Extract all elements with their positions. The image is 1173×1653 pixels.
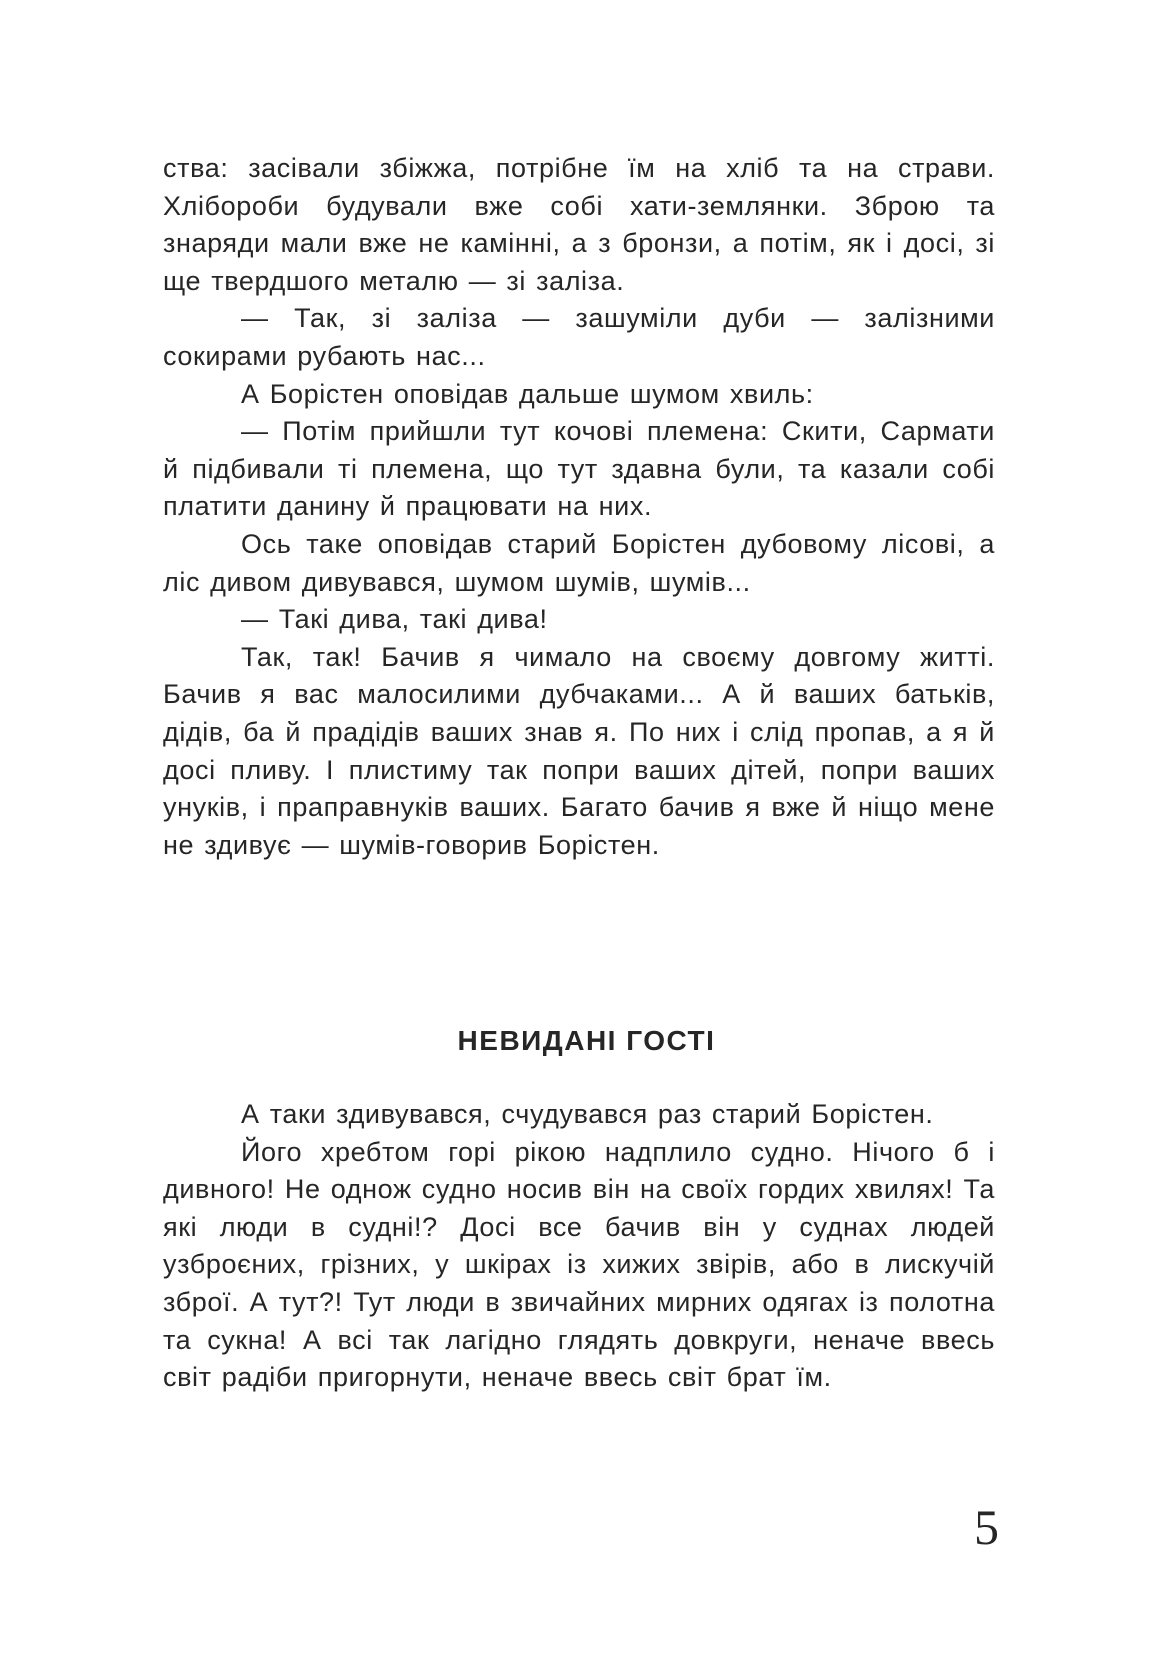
paragraph: Ось таке оповідав старий Борістен дубовому лісові, а ліс дивом дивувався, шумом шумів, шумів... [163,528,995,597]
text-block-bottom [163,1096,995,1397]
paragraph: — Так, зі заліза — зашуміли дуби — залізними сокирами рубають нас... [163,303,995,371]
paragraph: Його хребтом горі рікою надплило судно. Нічого б і дивного! Не однож судно носив він на своїх гордих хвилях! Та які люди в судні!? Досі все бачив він у суднах людей узброєних, грізних, у шкірах із хижих звірів, або в лискучій зброї. А тут?! Тут люди в звичайних мирних одягах із полотна та сукна! А всі так лагідно глядять довкруги, неначе ввесь світ радіби пригорнути, неначе ввесь світ брат їм. [163,1136,995,1393]
paragraph: ства: засівали збіжжа, потрібне їм на хліб та на страви. Хлібороби будували вже собі хати-землянки. Зброю та знаряди мали вже не камінні, а з бронзи, а потім, як і досі, зі ще твердшого металю — зі заліза. [163,153,995,296]
paragraph: А Борістен оповідав дальше шумом хвиль: [241,378,814,409]
text-block-top [163,150,995,864]
paragraph: — Такі дива, такі дива! [241,604,548,635]
paragraph: А таки здивувався, счудувався раз старий Борістен. [241,1099,934,1129]
page-number: 5 [974,1499,999,1555]
paragraph: — Потім прийшли тут кочові племена: Скити, Сармати й підбивали ті племена, що тут здавна були, та казали собі платити данину й працювати на них. [163,416,995,522]
paragraph: Так, так! Бачив я чимало на своєму довгому житті. Бачив я вас малосилими дубчаками... А й ваших батьків, дідів, ба й прадідів ваших знав я. По них і слід пропав, а я й досі пливу. І плистиму так попри ваших дітей, попри ваших унуків, і праправнуків ваших. Багато бачив я вже й ніщо мене не здивує — шумів-говорив Борістен. [163,641,995,860]
section-heading: НЕВИДАНІ ГОСТІ [457,1025,716,1056]
